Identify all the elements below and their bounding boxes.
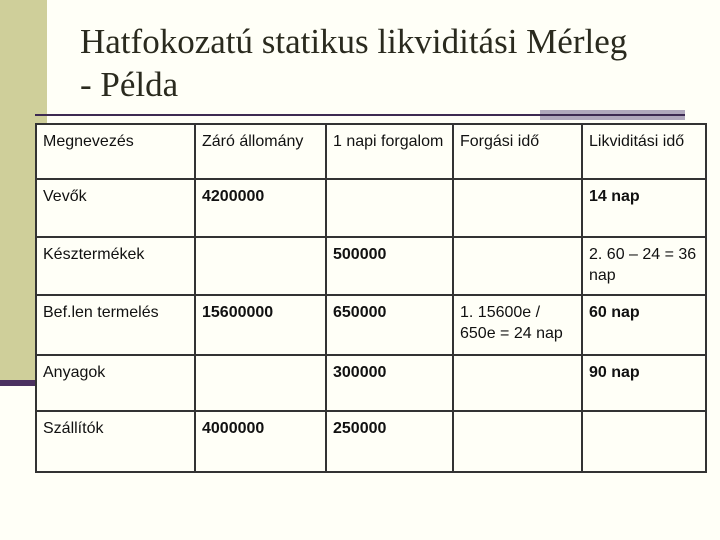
- table-cell: 60 nap: [582, 295, 706, 355]
- table-row: [36, 411, 706, 472]
- liquidity-balance-table: [35, 123, 707, 473]
- table-cell: Vevők: [36, 179, 195, 237]
- table-cell: 2. 60 – 24 = 36 nap: [582, 237, 706, 295]
- header-cell-napi-forgalom: 1 napi forgalom: [326, 124, 453, 179]
- header-cell-zaro-allomany: Záró állomány: [195, 124, 326, 179]
- header-cell-likviditasi-ido: Likviditási idő: [582, 124, 706, 179]
- table-cell: 300000: [326, 355, 453, 411]
- table-cell: 15600000: [195, 295, 326, 355]
- table-cell: [326, 179, 453, 237]
- table-cell: 4000000: [195, 411, 326, 472]
- table-row: [36, 355, 706, 411]
- title-line-2: - Példa: [80, 65, 179, 104]
- table-cell: 4200000: [195, 179, 326, 237]
- table-cell: Bef.len termelés: [36, 295, 195, 355]
- table-cell: [453, 179, 582, 237]
- title-rule: [35, 114, 685, 116]
- table-cell: 500000: [326, 237, 453, 295]
- header-cell-forgasi-ido: Forgási idő: [453, 124, 582, 179]
- table-cell: Anyagok: [36, 355, 195, 411]
- table-cell: [453, 411, 582, 472]
- table-cell: 1. 15600e / 650e = 24 nap: [453, 295, 582, 355]
- table-cell: [582, 411, 706, 472]
- table-cell: 90 nap: [582, 355, 706, 411]
- slide-title: [80, 20, 700, 106]
- table-row: [36, 237, 706, 295]
- table-cell: 650000: [326, 295, 453, 355]
- header-cell-megnevezes: Megnevezés: [36, 124, 195, 179]
- table-cell: 250000: [326, 411, 453, 472]
- table-cell: Késztermékek: [36, 237, 195, 295]
- table-cell: [453, 237, 582, 295]
- table-row: [36, 295, 706, 355]
- table-cell: Szállítók: [36, 411, 195, 472]
- title-line-1: Hatfokozatú statikus likviditási Mérleg: [80, 22, 628, 61]
- table-cell: [195, 355, 326, 411]
- table-row: [36, 179, 706, 237]
- table-cell: [195, 237, 326, 295]
- table-header-row: [36, 124, 706, 179]
- table-cell: [453, 355, 582, 411]
- table-cell: 14 nap: [582, 179, 706, 237]
